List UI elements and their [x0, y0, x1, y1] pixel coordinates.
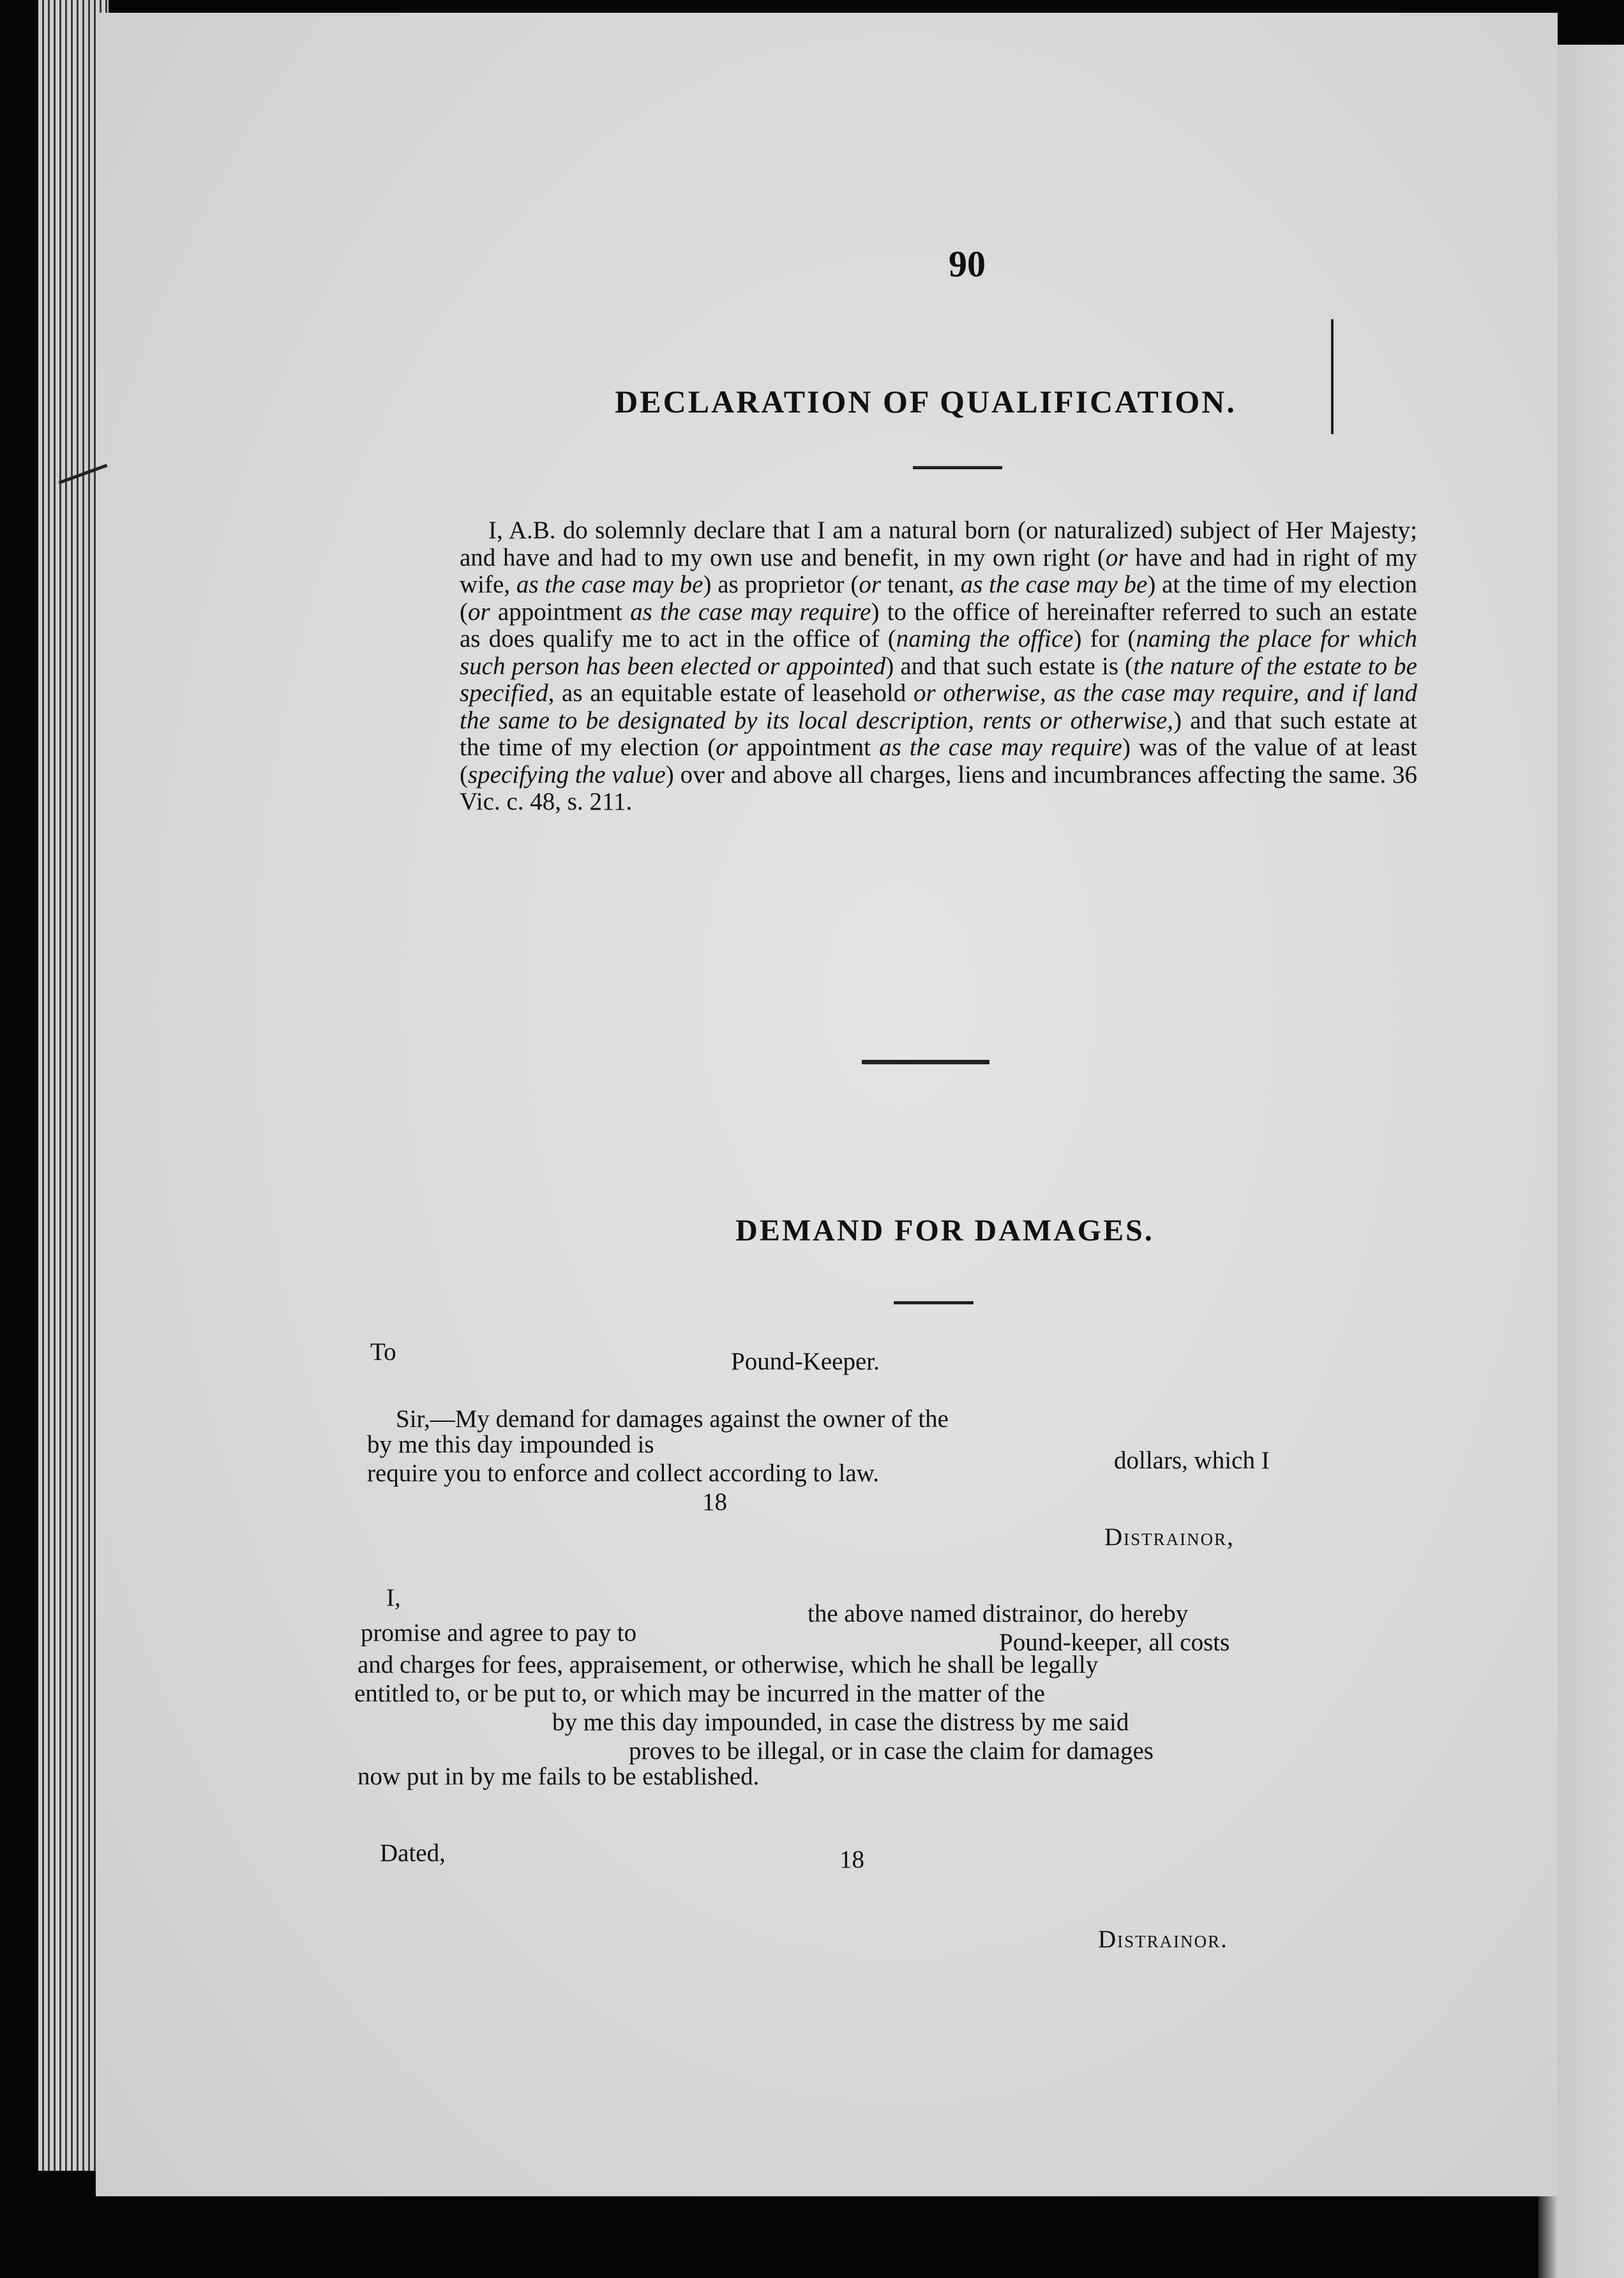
sir-line-3: require you to enforce and collect according to law.	[367, 1460, 880, 1487]
margin-line-mark	[1331, 319, 1334, 434]
italic-segment: as the case may require	[879, 734, 1122, 761]
demand-title: DEMAND FOR DAMAGES.	[735, 1214, 1154, 1248]
promise-line-5: by me this day impounded, in case the distress by me said	[552, 1708, 1129, 1736]
pound-keeper-label: Pound-Keeper.	[731, 1348, 880, 1375]
page	[96, 13, 1558, 2196]
sir-line-1: Sir,—My demand for damages against the owner of the	[396, 1405, 949, 1433]
text-segment: ) and that such estate is (	[885, 652, 1134, 680]
text-segment: ) and that such estate at the time of my election (	[460, 706, 1417, 761]
text-segment: ) to the office of hereinafter referred to such an estate as does qualify me to act in the office of (	[460, 598, 1417, 652]
italic-segment: or	[716, 734, 738, 761]
text-segment: ) as proprietor (	[703, 571, 859, 598]
text-segment: ) for (	[1073, 625, 1136, 652]
sir-line-2: by me this day impounded is	[367, 1431, 654, 1458]
promise-pound-keeper: Pound-keeper, all costs	[999, 1629, 1230, 1656]
declaration-paragraph	[460, 517, 1417, 816]
promise-above-named: the above named distrainor, do hereby	[808, 1600, 1189, 1627]
italic-segment: the nature of the estate to be specified	[460, 652, 1417, 707]
promise-line-3: and charges for fees, appraisement, or otherwise, which he shall be legally	[357, 1651, 1099, 1678]
page-number: 90	[949, 243, 986, 285]
italic-segment: or	[468, 598, 490, 626]
italic-segment: naming the office	[896, 625, 1074, 652]
text-segment: , as an equitable estate of leasehold	[548, 679, 914, 707]
distrainor-signature-1: Distrainor,	[1104, 1523, 1235, 1551]
italic-segment: or otherwise, as the case may require, and if land the same to be designated by its local description, rents or otherwise,	[460, 679, 1417, 734]
distrainor-signature-2: Distrainor.	[1098, 1926, 1228, 1953]
italic-segment: as the case may require	[630, 598, 871, 626]
declaration-title: DECLARATION OF QUALIFICATION.	[615, 384, 1237, 419]
text-segment: ) over and above all charges, liens and incumbrances affecting the same. 36 Vic. c. 48, s. 211.	[460, 760, 1418, 815]
text-segment: tenant,	[881, 571, 961, 598]
year-2: 18	[839, 1846, 864, 1873]
promise-line-7: now put in by me fails to be established.	[357, 1763, 760, 1790]
section-divider	[862, 1060, 989, 1064]
promise-line-6: proves to be illegal, or in case the claim for damages	[629, 1737, 1154, 1765]
text-segment: I, A.B. do solemnly declare that I am a natural born (or naturalized) subject of Her Majesty; and have and had to my own use and benefit, in my own right (	[460, 517, 1417, 571]
promise-i: I,	[386, 1584, 401, 1611]
promise-line: promise and agree to pay to	[361, 1619, 637, 1647]
dated-label: Dated,	[380, 1839, 446, 1867]
promise-line-4: entitled to, or be put to, or which may be incurred in the matter of the	[354, 1680, 1045, 1707]
italic-segment: or	[859, 571, 882, 598]
text-segment: have and had in right of my wife,	[460, 543, 1417, 598]
italic-segment: as the case may be	[516, 571, 703, 598]
dollars-label: dollars, which I	[1114, 1447, 1270, 1474]
year-1: 18	[702, 1488, 727, 1516]
italic-segment: or	[1105, 543, 1128, 571]
text-segment: appointment	[490, 598, 631, 626]
text-segment: appointment	[737, 734, 880, 761]
text-segment: ) at the time of my election (	[460, 571, 1418, 626]
italic-segment: as the case may be	[960, 571, 1148, 598]
text-segment: ) was of the value of at least (	[460, 734, 1417, 788]
demand-title-rule	[894, 1301, 974, 1304]
to-label: To	[370, 1338, 396, 1366]
title-rule	[913, 466, 1002, 469]
italic-segment: specifying the value	[468, 760, 666, 788]
italic-segment: naming the place for which such person has been elected or appointed	[460, 625, 1418, 680]
